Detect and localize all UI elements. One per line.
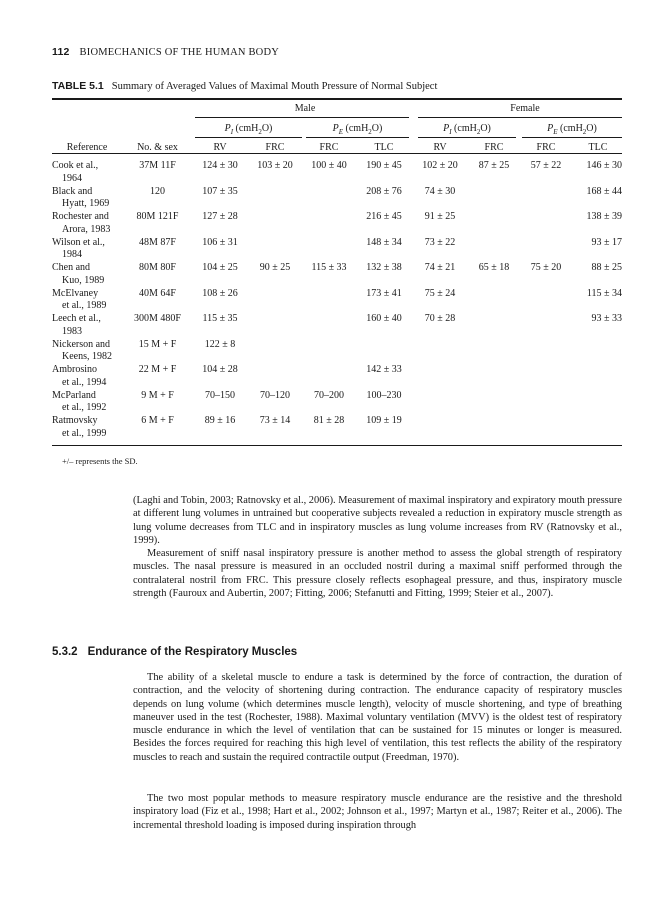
unit-close: O) (480, 123, 491, 134)
female-pi-rule (418, 137, 516, 138)
cell-no-sex: 9 M + F (141, 389, 174, 401)
page-number: 112 (52, 46, 70, 58)
reference-line-1: Wilson et al., (52, 236, 105, 248)
cell-male-tlc: 160 ± 40 (366, 313, 402, 324)
cell-female-efrc: 57 ± 22 (530, 160, 562, 171)
cell-female-tlc: 93 ± 33 (591, 313, 622, 324)
cell-male-rv: 89 ± 16 (204, 415, 236, 426)
paragraph-3: The ability of a skeletal muscle to endure a task is determined by the force of contraction, the duration of contraction, and the velocity of shortening during contraction. The endurance capacity of respiratory muscles depends on lung volume (which determines muscle length), velocity of muscle shortening, and type of breathing maneuver used in the test (Rochester, 1988). Maximal voluntary ventilation (MVV) is the oldest test of respiratory muscle endurance in which the level of ventilation that can be sustained for 15 minutes or longer is measured. Besides the forces required for reaching this high level of ventilation, this test reflects the ability of the respiratory muscles to reach and sustain the required contractile output (Freedman, 1970). (133, 672, 622, 763)
column-header-female-efrc: FRC (536, 142, 556, 153)
reference-line-2: et al., 1992 (62, 402, 107, 413)
paragraph-2: Measurement of sniff nasal inspiratory pressure is another method to assess the global strength of respiratory muscles. The nasal pressure is measured in an occluded nostril during a maximal sniff performed through the contralateral nostril from FRC. This pressure closely reflects esophageal pressure, and thus, inspiratory muscle strength (Fauroux and Aubertin, 2007; Fitting, 2006; Stefanutti and Fitting, 1999; Steier et al., 2007). (133, 548, 622, 599)
reference-line-1: Cook et al., (52, 160, 99, 171)
male-pe-rule (306, 137, 409, 138)
male-group-rule (195, 117, 409, 118)
unit-close: O) (261, 123, 273, 134)
reference-line-1: McParland (52, 389, 96, 401)
cell-female-tlc: 88 ± 25 (591, 262, 622, 273)
cell-reference (52, 288, 122, 313)
table-caption-text: Summary of Averaged Values of Maximal Mouth Pressure of Normal Subject (111, 81, 438, 92)
cell-female-rv: 73 ± 22 (424, 236, 456, 248)
cell-no-sex: 15 M + F (138, 338, 177, 350)
pe-symbol: P (547, 123, 554, 134)
cell-male-efrc: 100 ± 40 (311, 160, 347, 171)
reference-line-2: Kuo, 1989 (62, 274, 105, 286)
female-pe-header (522, 123, 622, 136)
table-bottom-rule (52, 445, 622, 446)
pe-symbol: P (332, 123, 339, 134)
cell-male-rv: 106 ± 31 (202, 236, 238, 248)
cell-male-efrc: 115 ± 33 (311, 262, 347, 273)
cell-female-tlc: 138 ± 39 (586, 211, 622, 222)
cell-male-frc: 103 ± 20 (257, 160, 293, 171)
section-heading (52, 646, 307, 658)
column-header-male-rv: RV (213, 142, 227, 153)
cell-female-frc: 87 ± 25 (478, 160, 510, 171)
female-pe-rule (522, 137, 622, 138)
unit-subscript: 2 (476, 128, 481, 136)
reference-line-2: 1964 (62, 172, 82, 184)
pi-subscript: I (230, 128, 234, 136)
cell-male-rv: 70–150 (205, 389, 235, 401)
cell-female-tlc: 115 ± 34 (586, 287, 622, 299)
cell-female-rv: 70 ± 28 (424, 313, 456, 324)
cell-no-sex: 37M 11F (139, 160, 176, 171)
cell-male-frc: 70–120 (260, 389, 290, 401)
unit-close: O) (371, 123, 383, 134)
unit-open: (cmH (343, 123, 369, 134)
cell-reference (52, 262, 122, 287)
column-header-female-frc: FRC (484, 142, 504, 153)
cell-female-rv: 102 ± 20 (422, 160, 458, 171)
table-top-rule (52, 98, 622, 100)
reference-line-1: Leech et al., (52, 313, 101, 324)
cell-male-tlc: 142 ± 33 (366, 364, 402, 375)
reference-line-1: McElvaney (52, 287, 99, 299)
cell-reference (52, 364, 122, 389)
cell-male-rv: 104 ± 28 (202, 364, 238, 375)
reference-line-2: 1984 (62, 249, 82, 260)
reference-line-2: et al., 1994 (62, 376, 107, 388)
reference-line-1: Ratmovsky (52, 415, 98, 426)
reference-line-1: Chen and (52, 262, 91, 273)
table-caption (52, 80, 437, 92)
cell-female-efrc: 75 ± 20 (530, 262, 562, 273)
reference-line-1: Nickerson and (52, 338, 111, 350)
reference-line-2: 1983 (62, 325, 82, 337)
column-header-male-tlc: TLC (374, 142, 394, 153)
paragraph-4: The two most popular methods to measure respiratory muscle endurance are the resistive and the threshold inspiratory load (Fiz et al., 1998; Hart et al., 2002; Johnson et al., 1997; Martyn et al., 1987; Reiter et al., 2006). The incremental threshold loading is imposed during inspiration through (133, 793, 622, 831)
unit-open: (cmH (451, 123, 477, 134)
reference-line-1: Black and (52, 185, 93, 197)
section-title: Endurance of the Respiratory Muscles (87, 646, 298, 658)
reference-line-2: et al., 1999 (62, 427, 107, 439)
column-header-no-sex: No. & sex (137, 142, 178, 153)
male-group-header: Male (294, 103, 316, 114)
cell-male-tlc: 109 ± 19 (366, 415, 402, 426)
cell-male-frc: 90 ± 25 (259, 262, 291, 273)
unit-subscript: 2 (368, 128, 372, 136)
pi-subscript: I (449, 128, 452, 136)
cell-reference (52, 186, 122, 211)
cell-male-rv: 115 ± 35 (202, 313, 238, 324)
pi-symbol: P (443, 123, 450, 134)
female-group-rule (418, 117, 622, 118)
section-number: 5.3.2 (52, 646, 78, 658)
cell-male-efrc: 70–200 (314, 389, 344, 401)
cell-male-rv: 107 ± 35 (202, 185, 238, 197)
unit-open: (cmH (557, 123, 583, 134)
cell-male-rv: 127 ± 28 (202, 211, 238, 222)
cell-reference (52, 339, 122, 364)
pe-subscript: E (553, 128, 558, 136)
male-pi-header (195, 123, 302, 136)
cell-male-rv: 122 ± 8 (204, 338, 236, 350)
male-pi-rule (195, 137, 302, 138)
cell-reference (52, 160, 122, 185)
cell-male-rv: 104 ± 25 (202, 262, 238, 273)
reference-line-2: Hyatt, 1969 (62, 198, 110, 209)
cell-reference (52, 313, 122, 338)
cell-male-tlc: 148 ± 34 (366, 236, 402, 248)
cell-male-tlc: 100–230 (366, 389, 402, 401)
column-header-male-efrc: FRC (319, 142, 339, 153)
reference-line-2: Arora, 1983 (62, 223, 111, 235)
column-header-reference: Reference (66, 142, 108, 153)
cell-male-tlc: 208 ± 76 (366, 185, 402, 197)
unit-close: O) (586, 123, 597, 134)
female-pi-header (418, 123, 516, 136)
paragraph-1: (Laghi and Tobin, 2003; Ratnovsky et al., 2006). Measurement of maximal inspiratory and expiratory mouth pressure at different lung volumes in untrained but cooperative subjects revealed a reduction in expiratory muscle strength as lung volume decreases from TLC and in inspiratory muscles as lung volume increases from RV (Ratnovsky et al., 1999). (133, 495, 622, 546)
cell-male-tlc: 216 ± 45 (366, 211, 402, 222)
cell-male-tlc: 173 ± 41 (366, 287, 402, 299)
cell-female-tlc: 168 ± 44 (586, 185, 622, 197)
cell-male-rv: 108 ± 26 (202, 287, 238, 299)
table-footnote: +/– represents the SD. (62, 456, 138, 466)
male-pe-header (306, 123, 409, 136)
cell-female-tlc: 93 ± 17 (591, 236, 622, 248)
reference-line-2: Keens, 1982 (62, 351, 112, 362)
cell-female-rv: 91 ± 25 (424, 211, 456, 222)
cell-female-rv: 74 ± 30 (424, 185, 456, 197)
column-header-male-frc: FRC (265, 142, 285, 153)
unit-subscript: 2 (258, 128, 262, 136)
cell-male-efrc: 81 ± 28 (313, 415, 345, 426)
cell-female-rv: 74 ± 21 (424, 262, 456, 273)
column-header-female-tlc: TLC (588, 142, 608, 153)
cell-no-sex: 120 (150, 185, 165, 197)
cell-reference (52, 390, 122, 415)
cell-no-sex: 300M 480F (134, 313, 181, 324)
cell-no-sex: 22 M + F (138, 364, 177, 375)
cell-reference (52, 415, 122, 440)
reference-line-1: Ambrosino (52, 364, 97, 375)
unit-open: (cmH (233, 123, 259, 134)
pe-subscript: E (338, 128, 344, 136)
cell-male-rv: 124 ± 30 (202, 160, 238, 171)
pi-symbol: P (224, 123, 231, 134)
cell-male-tlc: 190 ± 45 (366, 160, 402, 171)
table-label: TABLE 5.1 (52, 80, 104, 92)
cell-reference (52, 237, 122, 262)
cell-no-sex: 48M 87F (139, 236, 176, 248)
page-header (52, 46, 279, 58)
reference-line-2: et al., 1989 (62, 300, 107, 311)
reference-line-1: Rochester and (52, 211, 109, 222)
female-group-header: Female (510, 103, 540, 114)
cell-female-tlc: 146 ± 30 (586, 160, 622, 171)
cell-male-frc: 73 ± 14 (259, 415, 291, 426)
cell-no-sex: 80M 80F (139, 262, 176, 273)
cell-reference (52, 211, 122, 236)
cell-female-frc: 65 ± 18 (478, 262, 510, 273)
cell-no-sex: 40M 64F (139, 287, 176, 299)
cell-no-sex: 80M 121F (136, 211, 179, 222)
cell-no-sex: 6 M + F (141, 415, 174, 426)
cell-male-tlc: 132 ± 38 (366, 262, 402, 273)
table-header-rule (52, 153, 622, 154)
unit-subscript: 2 (582, 128, 587, 136)
running-title: BIOMECHANICS OF THE HUMAN BODY (79, 47, 280, 58)
cell-female-rv: 75 ± 24 (424, 287, 456, 299)
column-header-female-rv: RV (433, 142, 447, 153)
